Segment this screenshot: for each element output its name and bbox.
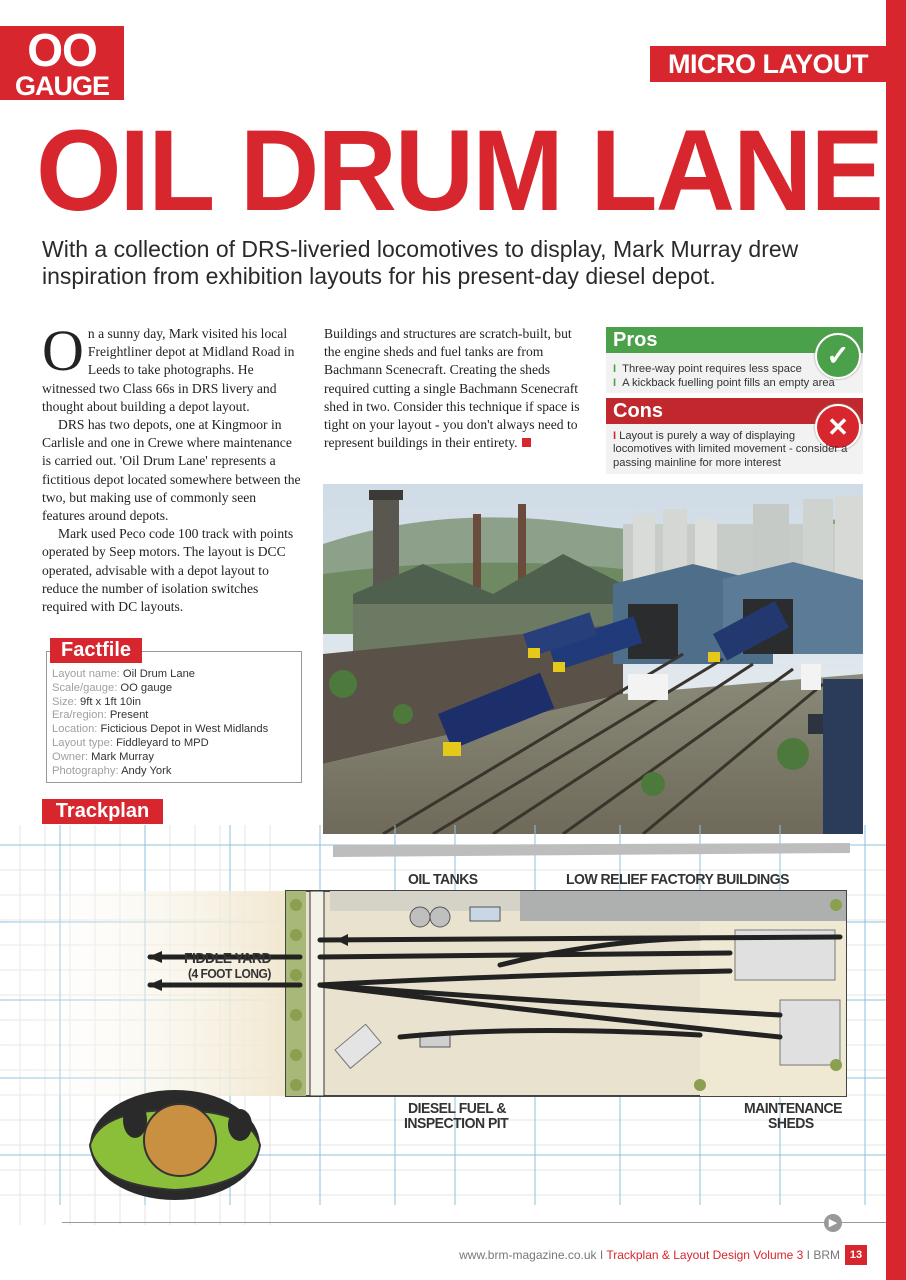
factfile-label: Photography: — [52, 764, 119, 777]
factfile-label: Owner: — [52, 750, 89, 763]
pros-title: Pros — [613, 329, 658, 351]
factfile-row — [52, 682, 297, 696]
cons-title: Cons — [613, 400, 663, 422]
factfile-row — [52, 668, 297, 682]
cons-list: I Layout is purely a way of displaying locomotives with limited movement - consider a passing mainline for more interest — [613, 430, 848, 469]
label-diesel-fuel: DIESEL FUEL & — [408, 1099, 507, 1117]
gauge-word: GAUGE — [14, 71, 109, 101]
factfile-value: OO gauge — [120, 681, 173, 694]
paragraph-2: DRS has two depots, one at Kingmoor in Carlisle and one in Crewe where maintenance is carried out. 'Oil Drum Lane' represents a fictitious depot located somewhere between the two, but making use of commonly seen features around depots. — [42, 417, 301, 524]
paragraph-3: Mark used Peco code 100 track with points operated by Seep motors. The layout is DCC operated, advisable with a depot layout to reduce the number of isolation switches required with DC layouts. — [42, 526, 294, 615]
paragraph-4-text: Buildings and structures are scratch-built, but the engine sheds and fuel tanks are from Bachmann Scenecraft. Creating the sheds required cutting a single Bachmann Scenecraft shed in two. Consider this technique if space is tight on your layout - you don't always need to represent buildings in their entirety. — [324, 326, 580, 451]
factfile-label: Layout name: — [52, 668, 120, 680]
factfile-row — [52, 751, 297, 765]
factfile-row — [52, 723, 297, 737]
factfile-row — [52, 765, 297, 779]
factfile-value: Andy York — [121, 764, 172, 777]
factfile-label: Scale/gauge: — [52, 681, 118, 694]
factfile-list — [52, 668, 297, 778]
footer-rule — [62, 1222, 886, 1223]
footer-text — [400, 1247, 840, 1263]
depot-photo — [323, 484, 863, 834]
label-factory-buildings: LOW RELIEF FACTORY BUILDINGS — [566, 870, 789, 888]
standfirst: With a collection of DRS-liveried locomotives to display, Mark Murray drew inspiration from exhibition layouts for his present-day diesel depot. — [42, 236, 799, 289]
footer-publication: Trackplan & Layout Design Volume 3 — [606, 1248, 804, 1262]
drop-cap: O — [42, 318, 84, 383]
page-edge-bar — [886, 0, 906, 1280]
factfile-row — [52, 696, 297, 710]
paragraph-1-text: n a sunny day, Mark visited his local Freightliner depot at Midland Road in Leeds to take photographs. He witnessed two Class 66s in DRS livery and thought about building a depot layout. — [42, 326, 295, 414]
check-icon: ✓ — [815, 333, 861, 379]
trackplan-title: Trackplan — [42, 799, 163, 824]
trackplan-diagram — [0, 825, 886, 1225]
factfile-label: Layout type: — [52, 736, 113, 749]
footer-separator: I — [596, 1248, 607, 1262]
page-number: 13 — [845, 1245, 867, 1265]
footer-brand: I BRM — [803, 1248, 840, 1262]
label-maintenance: MAINTENANCE — [744, 1099, 842, 1117]
pros-item: I A kickback fuelling point fills an empty area — [613, 377, 835, 389]
pros-list — [613, 362, 853, 390]
cross-icon: ✕ — [815, 404, 861, 450]
label-fiddle-yard: FIDDLE YARD — [184, 949, 272, 967]
factfile-label: Location: — [52, 723, 98, 736]
label-fiddle-length: (4 FOOT LONG) — [188, 966, 271, 982]
section-tab: MICRO LAYOUT — [650, 46, 886, 82]
factfile-value: Fiddleyard to MPD — [116, 736, 209, 749]
paragraph-1 — [42, 318, 302, 416]
factfile-label: Size: — [52, 695, 77, 708]
factfile-title: Factfile — [50, 638, 142, 663]
end-mark-icon — [522, 438, 531, 447]
label-oil-tanks: OIL TANKS — [408, 870, 478, 888]
article-title: OIL DRUM LANE — [36, 105, 882, 236]
factfile-value: Oil Drum Lane — [122, 668, 196, 680]
next-page-arrow-icon[interactable]: ▶ — [824, 1214, 842, 1232]
factfile-value: Mark Murray — [91, 750, 154, 763]
gauge-number: OO — [27, 24, 97, 76]
pros-item-text: A kickback fuelling point fills an empty area — [622, 377, 835, 389]
article-column-2 — [324, 325, 584, 452]
factfile-row — [52, 737, 297, 751]
pros-item-text: Three-way point requires less space — [622, 363, 802, 375]
factfile-label: Era/region: — [52, 709, 107, 722]
factfile-row — [52, 709, 297, 723]
factfile-value: Ficticious Depot in West Midlands — [100, 723, 269, 736]
cons-item-text: Layout is purely a way of displaying locomotives with limited movement - consider a passing mainline for more interest — [613, 430, 848, 469]
paragraph-4 — [324, 325, 584, 452]
pros-item: I Three-way point requires less space — [613, 363, 802, 375]
article-column-1 — [42, 318, 302, 616]
factfile-value: 9ft x 1ft 10in — [79, 695, 141, 708]
label-inspection-pit: INSPECTION PIT — [404, 1114, 509, 1132]
footer-url[interactable]: www.brm-magazine.co.uk — [459, 1248, 597, 1262]
factfile-value: Present — [109, 709, 149, 722]
label-sheds: SHEDS — [768, 1114, 814, 1132]
